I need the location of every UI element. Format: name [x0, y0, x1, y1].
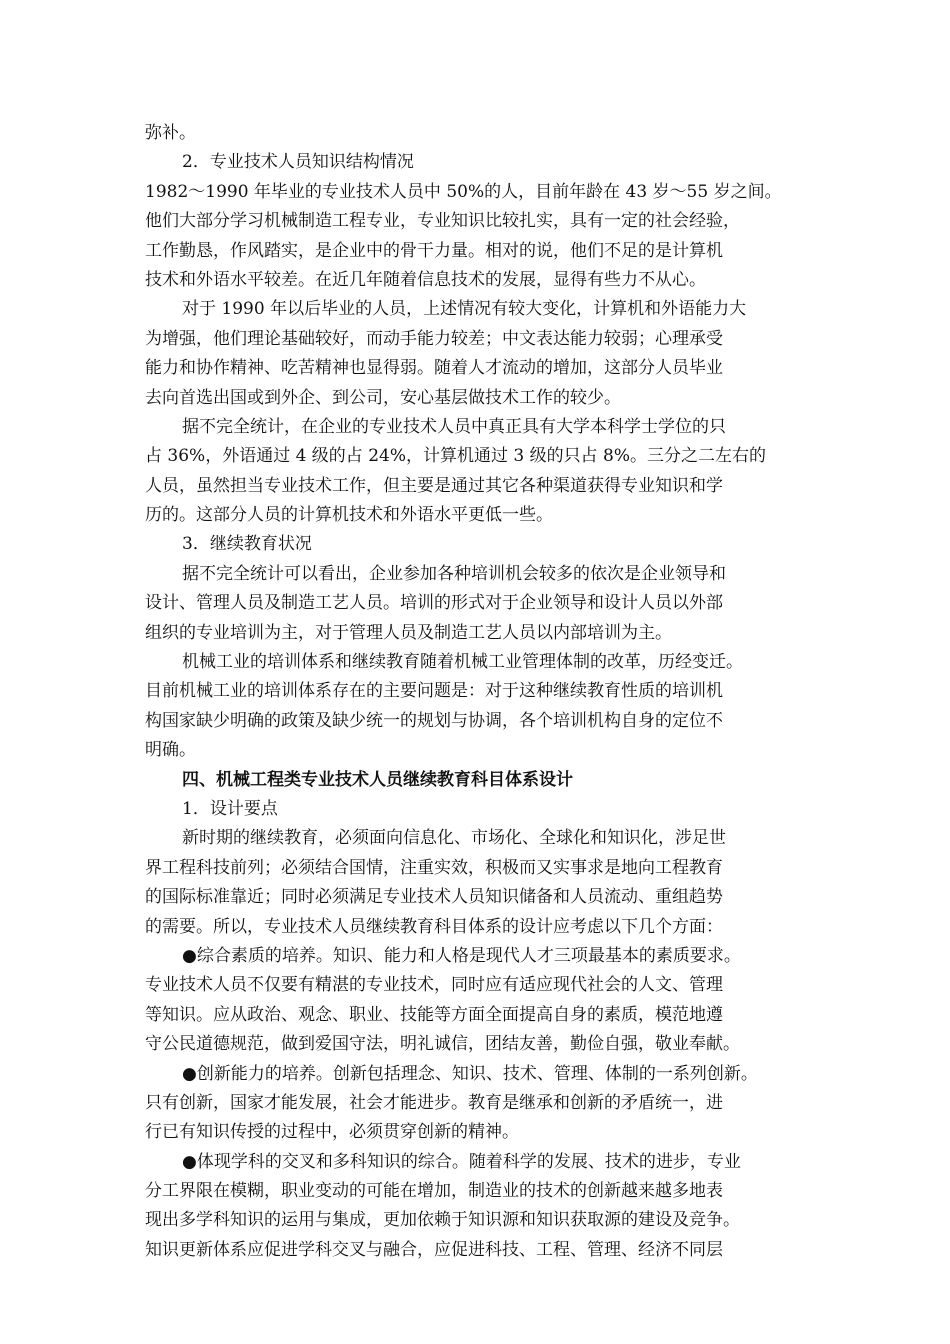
text-line: 他们大部分学习机械制造工程专业，专业知识比较扎实，具有一定的社会经验，: [145, 211, 740, 232]
text-line: 为增强，他们理论基础较好，而动手能力较差；中文表达能力较弱；心理承受: [145, 328, 723, 349]
text-line: 据不完全统计，在企业的专业技术人员中真正具有大学本科学士学位的只: [182, 416, 726, 437]
text-line: 1982～1990 年毕业的专业技术人员中 50%的人，目前年龄在 43 岁～55 岁之间。: [145, 181, 782, 202]
text-line: 的需要。所以，专业技术人员继续教育科目体系的设计应考虑以下几个方面：: [145, 916, 723, 937]
text-line: 弥补。: [145, 123, 196, 143]
section-subheading: 1．设计要点: [182, 798, 278, 819]
bullet-line: ●创新能力的培养。创新包括理念、知识、技术、管理、体制的一系列创新。: [182, 1063, 758, 1084]
text-line: 机械工业的培训体系和继续教育随着机械工业管理体制的改革，历经变迁。: [182, 652, 743, 673]
text-line: 构国家缺少明确的政策及缺少统一的规划与协调，各个培训机构自身的定位不: [145, 710, 723, 731]
text-line: 界工程科技前列；必须结合国情，注重实效，积极而又实事求是地向工程教育: [145, 857, 723, 878]
text-line: 只有创新，国家才能发展，社会才能进步。教育是继承和创新的矛盾统一，进: [145, 1092, 723, 1113]
section-subheading: 3．继续教育状况: [182, 534, 312, 555]
section-heading: 四、机械工程类专业技术人员继续教育科目体系设计: [182, 769, 573, 790]
text-line: 据不完全统计可以看出，企业参加各种培训机会较多的依次是企业领导和: [182, 563, 726, 584]
bullet-line: ●综合素质的培养。知识、能力和人格是现代人才三项最基本的素质要求。: [182, 945, 741, 966]
text-line: 设计、管理人员及制造工艺人员。培训的形式对于企业领导和设计人员以外部: [145, 593, 723, 614]
text-line: 历的。这部分人员的计算机技术和外语水平更低一些。: [145, 505, 553, 526]
text-line: 的国际标准靠近；同时必须满足专业技术人员知识储备和人员流动、重组趋势: [145, 887, 723, 908]
text-line: 组织的专业培训为主，对于管理人员及制造工艺人员以内部培训为主。: [145, 622, 672, 643]
text-line: 知识更新体系应促进学科交叉与融合，应促进科技、工程、管理、经济不同层: [145, 1239, 723, 1260]
text-line: 明确。: [145, 740, 196, 761]
text-line: 工作勤恳，作风踏实，是企业中的骨干力量。相对的说，他们不足的是计算机: [145, 240, 723, 261]
text-line: 专业技术人员不仅要有精湛的专业技术，同时应有适应现代社会的人文、管理: [145, 975, 723, 996]
bullet-line: ●体现学科的交叉和多科知识的综合。随着科学的发展、技术的进步，专业: [182, 1151, 741, 1172]
text-line: 新时期的继续教育，必须面向信息化、市场化、全球化和知识化，涉足世: [182, 828, 726, 849]
section-subheading: 2．专业技术人员知识结构情况: [182, 152, 414, 173]
text-line: 占 36%，外语通过 4 级的占 24%，计算机通过 3 级的只占 8%。三分之二左右的: [145, 446, 766, 467]
text-line: 对于 1990 年以后毕业的人员，上述情况有较大变化，计算机和外语能力大: [182, 299, 747, 320]
document-body: [145, 119, 805, 1265]
text-line: 现出多学科知识的运用与集成，更加依赖于知识源和知识获取源的建设及竞争。: [145, 1210, 740, 1231]
text-line: 能力和协作精神、吃苦精神也显得弱。随着人才流动的增加，这部分人员毕业: [145, 358, 723, 379]
text-line: 等知识。应从政治、观念、职业、技能等方面全面提高自身的素质，模范地遵: [145, 1004, 723, 1025]
text-line: 行已有知识传授的过程中，必须贯穿创新的精神。: [145, 1122, 519, 1143]
text-line: 人员，虽然担当专业技术工作，但主要是通过其它各种渠道获得专业知识和学: [145, 475, 723, 496]
text-line: 分工界限在模糊，职业变动的可能在增加，制造业的技术的创新越来越多地表: [145, 1181, 723, 1202]
text-line: 技术和外语水平较差。在近几年随着信息技术的发展，显得有些力不从心。: [145, 269, 706, 290]
text-line: 目前机械工业的培训体系存在的主要问题是：对于这种继续教育性质的培训机: [145, 681, 723, 702]
text-line: 守公民道德规范，做到爱国守法，明礼诚信，团结友善，勤俭自强，敬业奉献。: [145, 1034, 740, 1055]
text-line: 去向首选出国或到外企、到公司，安心基层做技术工作的较少。: [145, 387, 621, 408]
